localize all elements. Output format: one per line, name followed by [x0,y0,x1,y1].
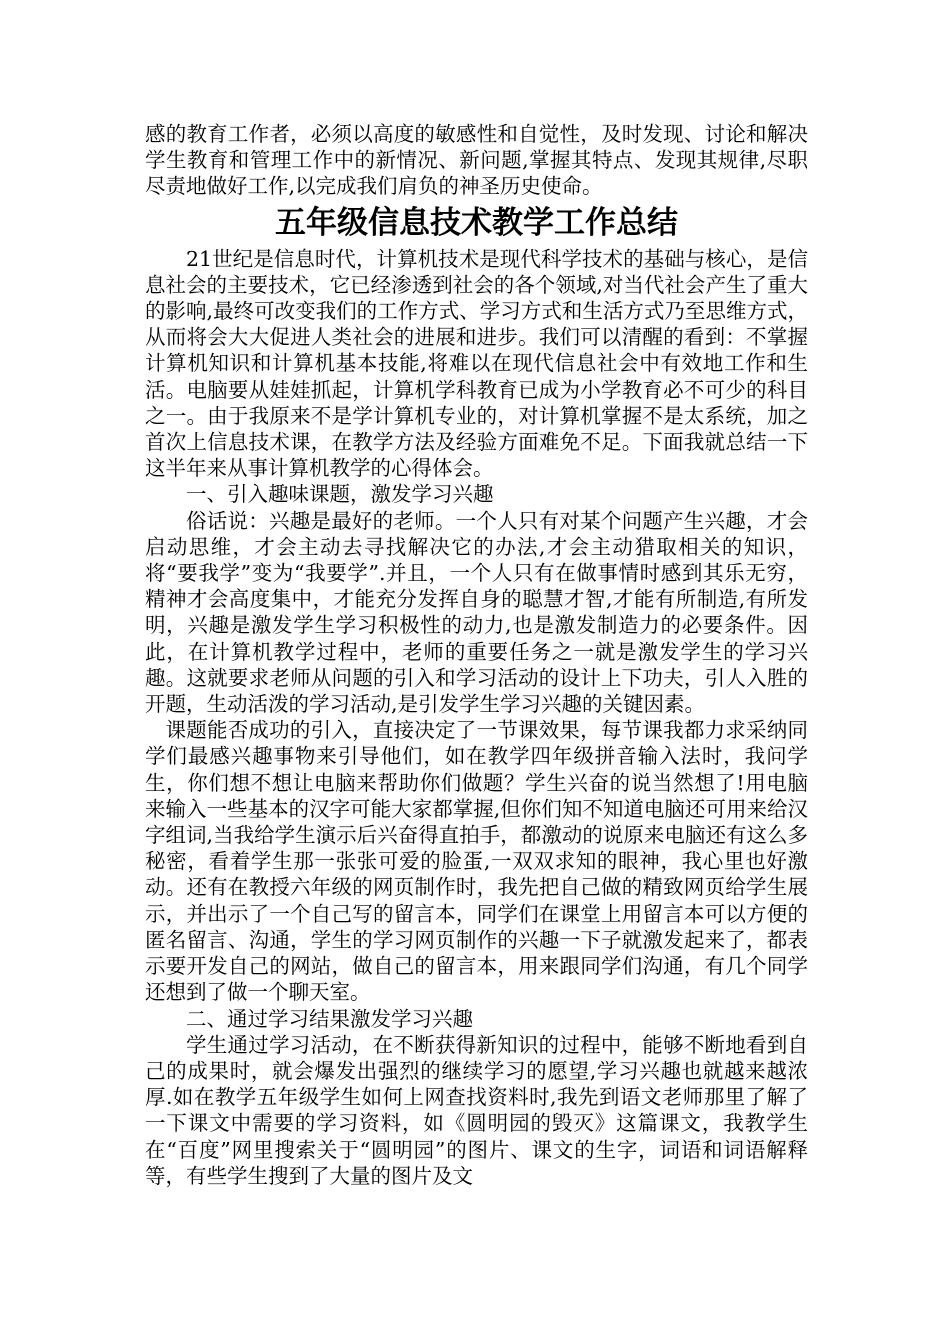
document-title: 五年级信息技术教学工作总结 [275,204,678,241]
lead-paragraph: 感的教育工作者，必须以高度的敏感性和自觉性，及时发现、讨论和解决学生教育和管理工作中的新情况、新问题,掌握其特点、发现其规律,尽职尽责地做好工作,以完成我们肩负的神圣历史使命。 [145,122,808,199]
section-2-paragraph-1: 学生通过学习活动，在不断获得新知识的过程中，能够不断地看到自己的成果时，就会爆发出强烈的继续学习的愿望,学习兴趣也就越来越浓厚.如在教学五年级学生如何上网查找资料时,我先到语文老师那里了解了一下课文中需要的学习资料，如《圆明园的毁灭》这篇课文，我教学生在“百度”网里搜索关于“圆明园”的图片、课文的生字，词语和词语解释等，有些学生搜到了大量的图片及文 [145,1032,808,1188]
section-1-paragraph-1: 俗话说：兴趣是最好的老师。一个人只有对某个问题产生兴趣，才会启动思维，才会主动去寻找解决它的办法,才会主动猎取相关的知识，将“要我学”变为“我要学”.并且，一个人只有在做事情时感到其乐无穷，精神才会高度集中，才能充分发挥自身的聪慧才智,才能有所制造,有所发明，兴趣是激发学生学习积极性的动力,也是激发制造力的必要条件。因此，在计算机教学过程中，老师的重要任务之一就是激发学生的学习兴趣。这就要求老师从问题的引入和学习活动的设计上下功夫，引人入胜的开题，生动活泼的学习活动,是引发学生学习兴趣的关键因素。 [145,508,808,717]
intro-paragraph: 21世纪是信息时代，计算机技术是现代科学技术的基础与核心，是信息社会的主要技术，它已经渗透到社会的各个领域,对当代社会产生了重大的影响,最终可改变我们的工作方式、学习方式和生活方式乃至思维方式，从而将会大大促进人类社会的进展和进步。我们可以清醒的看到：不掌握计算机知识和计算机基本技能,将难以在现代信息社会中有效地工作和生活。电脑要从娃娃抓起，计算机学科教育已成为小学教育必不可少的科目之一。由于我原来不是学计算机专业的，对计算机掌握不是太系统，加之首次上信息技术课，在教学方法及经验方面难免不足。下面我就总结一下这半年来从事计算机教学的心得体会。 [145,246,808,481]
section-1-heading: 一、引入趣味课题，激发学习兴趣 [186,482,494,507]
section-2-heading: 二、通过学习结果激发学习兴趣 [186,1006,473,1031]
section-1-paragraph-2: 课题能否成功的引入，直接决定了一节课效果，每节课我都力求采纳同学们最感兴趣事物来引导他们，如在教学四年级拼音输入法时，我问学生，你们想不想让电脑来帮助你们做题？学生兴奋的说当然想了!用电脑来输入一些基本的汉字可能大家都掌握,但你们知不知道电脑还可用来给汉字组词,当我给学生演示后兴奋得直拍手，都激动的说原来电脑还有这么多秘密，看着学生那一张张可爱的脸蛋,一双双求知的眼神，我心里也好激动。还有在教授六年级的网页制作时，我先把自己做的精致网页给学生展示，并出示了一个自己写的留言本，同学们在课堂上用留言本可以方便的匿名留言、沟通，学生的学习网页制作的兴趣一下子就激发起来了，都表示要开发自己的网站，做自己的留言本，用来跟同学们沟通，有几个同学还想到了做一个聊天室。 [145,718,808,1005]
document-page [145,121,808,1189]
